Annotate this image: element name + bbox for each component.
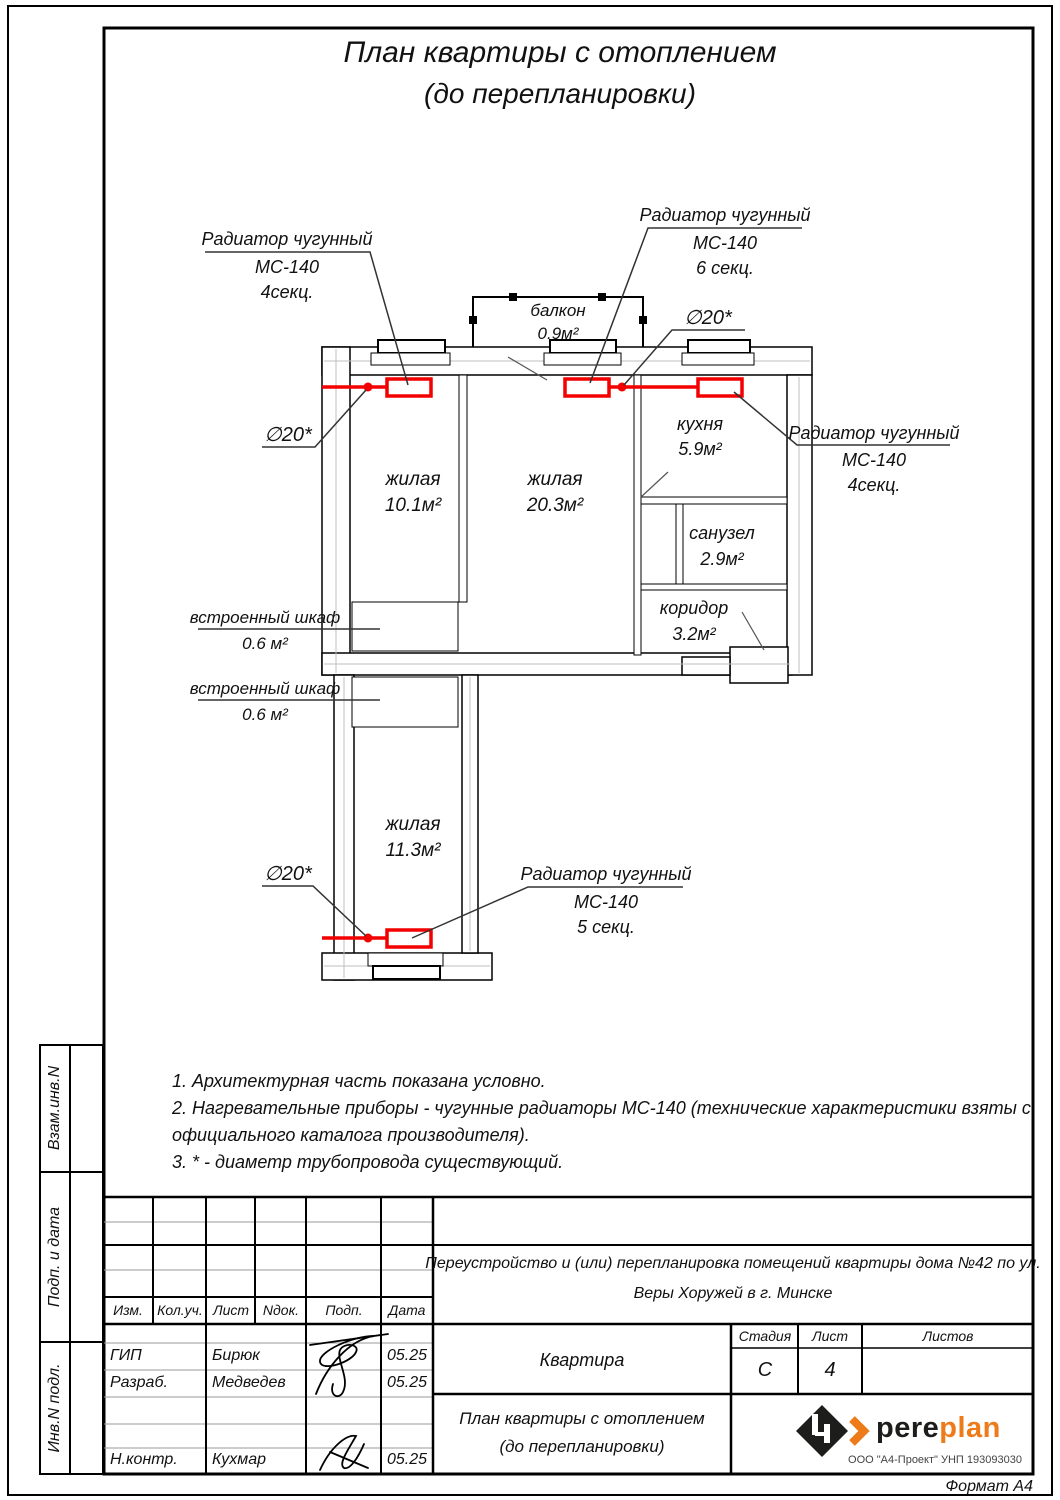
project-name-line2: Веры Хоружей в г. Минске — [633, 1285, 833, 1302]
room-living1-area: 10.1м² — [384, 495, 442, 516]
col-izm: Изм. — [113, 1302, 143, 1318]
pereplan-logo-text — [876, 1414, 1001, 1443]
radiator-label-right-2: МС-140 — [841, 450, 907, 470]
doc-title-line2: (до перепланировки) — [499, 1437, 665, 1456]
logo-text-black: pere — [876, 1412, 940, 1444]
stage-value: С — [757, 1359, 773, 1381]
room-kitchen-area: 5.9м² — [678, 439, 722, 459]
row-razrab-date: 05.25 — [386, 1374, 428, 1391]
closet2-area: 0.6 м² — [242, 705, 288, 724]
row-razrab-role: Разраб. — [110, 1374, 168, 1391]
logo-text-orange: plan — [939, 1412, 1001, 1444]
signature-scribbles — [310, 1334, 388, 1470]
pipe-diameter-label-top: ∅20* — [684, 307, 732, 329]
sidebar-label-vzam: Взам.инв.N — [46, 1065, 63, 1151]
sheet-value: 4 — [824, 1359, 836, 1381]
row-nkontr-date: 05.25 — [386, 1451, 428, 1468]
radiator-label-top-middle-2: МС-140 — [692, 233, 758, 253]
room-living1-name: жилая — [385, 469, 441, 490]
row-gip-name: Бирюк — [212, 1347, 260, 1364]
row-gip-role: ГИП — [110, 1347, 142, 1364]
radiator-label-top-middle-3: 6 секц. — [696, 258, 754, 278]
radiator-label-top-left-2: МС-140 — [254, 257, 320, 277]
project-name-line1: Переустройство и (или) перепланировка помещений квартиры дома №42 по ул. — [425, 1255, 1041, 1272]
balcony-name: балкон — [530, 301, 586, 320]
row-razrab-name: Медведев — [212, 1374, 286, 1391]
note-2: 2. Нагревательные приборы - чугунные радиаторы МС-140 (технические характеристики взяты с — [172, 1098, 1031, 1118]
pereplan-logo-icon — [796, 1405, 864, 1457]
col-list: Лист — [212, 1302, 250, 1318]
col-podp: Подп. — [325, 1302, 363, 1318]
sidebar-label-podp: Подп. и дата — [46, 1206, 63, 1308]
stage-label: Стадия — [738, 1328, 792, 1344]
radiator-label-bottom-1: Радиатор чугунный — [520, 864, 692, 884]
drawing-title-line1: План квартиры с отоплением — [343, 36, 777, 69]
radiator-label-top-left-3: 4секц. — [260, 282, 314, 302]
logo-subtext: ООО "А4-Проект" УНП 193093030 — [848, 1454, 1022, 1466]
room-living3-name: жилая — [385, 814, 441, 835]
room-bathroom-name: санузел — [689, 523, 755, 543]
object-name: Квартира — [539, 1350, 625, 1370]
balcony-area: 0.9м² — [537, 324, 579, 343]
closet1-label: встроенный шкаф — [189, 608, 341, 627]
radiator-label-bottom-2: МС-140 — [573, 892, 639, 912]
closet1-area: 0.6 м² — [242, 634, 288, 653]
row-nkontr-name: Кухмар — [212, 1451, 267, 1468]
note-2-cont: официального каталога производителя). — [172, 1125, 530, 1145]
col-data: Дата — [388, 1302, 426, 1318]
col-ndok: Nдок. — [262, 1302, 300, 1318]
format-label: Формат А4 — [945, 1478, 1033, 1495]
sheet-label: Лист — [811, 1328, 849, 1344]
room-living2-area: 20.3м² — [526, 495, 584, 516]
sidebar-label-inv: Инв.N подл. — [46, 1363, 63, 1453]
radiator-label-right-3: 4секц. — [847, 475, 901, 495]
room-kitchen-name: кухня — [676, 414, 724, 434]
col-koluch: Кол.уч. — [157, 1302, 203, 1318]
room-bathroom-area: 2.9м² — [700, 549, 744, 569]
pipe-diameter-label-bottom: ∅20* — [264, 863, 312, 885]
row-nkontr-role: Н.контр. — [110, 1451, 178, 1468]
note-3: 3. * - диаметр трубопровода существующий. — [172, 1152, 564, 1172]
radiator-label-top-middle-1: Радиатор чугунный — [639, 205, 811, 225]
radiator-label-bottom-3: 5 секц. — [577, 917, 635, 937]
row-gip-date: 05.25 — [386, 1347, 428, 1364]
radiator-label-top-left-1: Радиатор чугунный — [201, 229, 373, 249]
room-living2-name: жилая — [527, 469, 583, 490]
room-corridor-name: коридор — [659, 598, 729, 618]
room-living3-area: 11.3м² — [385, 840, 441, 861]
room-corridor-area: 3.2м² — [672, 624, 716, 644]
note-1: 1. Архитектурная часть показана условно. — [172, 1071, 546, 1091]
pipe-diameter-label-left: ∅20* — [264, 424, 312, 446]
closet2-label: встроенный шкаф — [189, 679, 341, 698]
sheets-label: Листов — [922, 1328, 974, 1344]
doc-title-line1: План квартиры с отоплением — [459, 1409, 705, 1428]
drawing-title-line2: (до перепланировки) — [424, 78, 696, 109]
radiator-label-right-1: Радиатор чугунный — [788, 423, 960, 443]
